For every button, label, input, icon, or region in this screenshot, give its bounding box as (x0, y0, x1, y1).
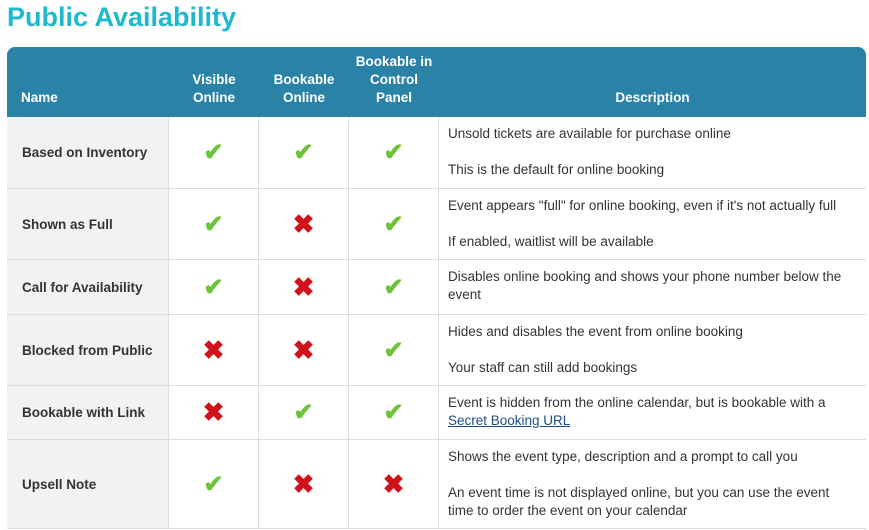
header-name-label: Name (21, 90, 58, 105)
description-text: An event time is not displayed online, but you can use the event time to order the event on your calendar (448, 485, 830, 518)
cross-icon: ✖ (202, 397, 225, 427)
header-description (439, 47, 866, 117)
row-description (439, 386, 866, 440)
cross-icon: ✖ (292, 334, 315, 365)
header-visible-line1: Visible (192, 72, 236, 87)
check-icon: ✔ (203, 139, 224, 166)
check-icon: ✔ (293, 399, 314, 426)
table-row (7, 117, 866, 189)
row-name: Upsell Note (7, 440, 169, 529)
description-text: Unsold tickets are available for purchase online (448, 126, 731, 141)
page-title: Public Availability (7, 2, 237, 32)
header-cp-line1: Bookable in (355, 54, 433, 69)
cross-icon: ✖ (292, 208, 315, 239)
cross-icon: ✖ (292, 271, 315, 302)
description-text: Your staff can still add bookings (448, 360, 638, 375)
check-icon: ✔ (293, 139, 314, 166)
cross-icon: ✖ (382, 468, 405, 499)
header-bookable-control-panel (349, 47, 439, 117)
check-icon: ✔ (203, 470, 224, 498)
row-description (439, 260, 866, 315)
row-name: Bookable with Link (7, 386, 169, 440)
row-description (439, 117, 866, 189)
secret-booking-url-link[interactable]: Secret Booking URL (448, 413, 571, 428)
table-row (7, 189, 866, 260)
header-name (7, 47, 169, 117)
description-text: Shows the event type, description and a prompt to call you (448, 449, 798, 464)
row-description (439, 189, 866, 260)
description-text: Event appears "full" for online booking, even if it's not actually full (448, 198, 837, 213)
check-icon: ✔ (383, 273, 404, 301)
header-cp-line2: Control (370, 72, 418, 87)
header-visible-online (169, 47, 259, 117)
check-icon: ✔ (383, 210, 404, 238)
row-description (439, 440, 866, 529)
header-row (7, 47, 866, 117)
description-text: Disables online booking and shows your phone number below the event (448, 269, 842, 302)
description-text: This is the default for online booking (448, 162, 665, 177)
header-description-label: Description (615, 90, 690, 105)
description-text: Event is hidden from the online calendar, but is bookable with a (448, 395, 826, 410)
cross-icon: ✖ (202, 334, 225, 365)
description-text: If enabled, waitlist will be available (448, 234, 654, 249)
check-icon: ✔ (383, 399, 404, 426)
header-visible-line2: Online (192, 90, 235, 105)
header-bookable-line2: Online (282, 90, 325, 105)
table-row (7, 315, 866, 386)
row-name: Shown as Full (7, 189, 169, 260)
table-row (7, 440, 866, 529)
row-name: Call for Availability (7, 260, 169, 315)
row-name: Based on Inventory (7, 117, 169, 189)
header-cp-line3: Panel (375, 90, 413, 105)
description-text: Hides and disables the event from online booking (448, 324, 743, 339)
check-icon: ✔ (383, 336, 404, 364)
check-icon: ✔ (203, 273, 224, 301)
header-bookable-online (259, 47, 349, 117)
table-row (7, 386, 866, 440)
header-bookable-line1: Bookable (273, 72, 335, 87)
table-row (7, 260, 866, 315)
row-name: Blocked from Public (7, 315, 169, 386)
row-description (439, 315, 866, 386)
check-icon: ✔ (203, 210, 224, 238)
availability-table (7, 47, 866, 529)
cross-icon: ✖ (292, 468, 315, 499)
check-icon: ✔ (383, 139, 404, 166)
